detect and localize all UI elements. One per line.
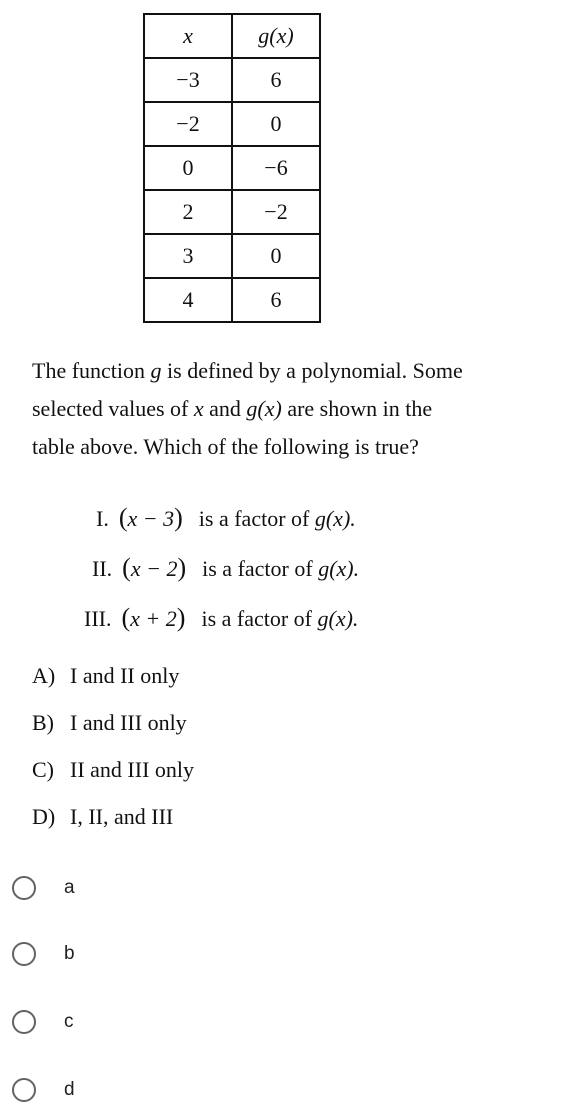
statement-tail: is a factor of g(x). xyxy=(202,556,360,581)
question-line-3: table above. Which of the following is true? xyxy=(32,434,419,459)
statement-number: I. xyxy=(96,506,109,531)
cell-gx: −2 xyxy=(232,190,320,234)
statement-tail: is a factor of g(x). xyxy=(201,606,359,631)
radio-button[interactable] xyxy=(12,942,36,966)
cell-gx: 6 xyxy=(232,278,320,322)
answer-choices xyxy=(32,656,194,844)
statement-item xyxy=(84,598,358,638)
statement-number: III. xyxy=(84,606,112,631)
choice-a: A) I and II only xyxy=(32,663,180,688)
table-row xyxy=(144,234,320,278)
statement-tail: is a factor of g(x). xyxy=(198,506,356,531)
question-line-2: selected values of x and g(x) are shown in the xyxy=(32,396,433,421)
cell-x: −2 xyxy=(144,102,232,146)
table-header-row xyxy=(144,14,320,58)
cell-gx: 0 xyxy=(232,102,320,146)
radio-label[interactable]: d xyxy=(64,1079,75,1100)
table-row xyxy=(144,146,320,190)
radio-option-d[interactable] xyxy=(12,1070,75,1110)
radio-button[interactable] xyxy=(12,1010,36,1034)
cell-gx: 0 xyxy=(232,234,320,278)
question-text xyxy=(32,352,562,466)
choice-b: B) I and III only xyxy=(32,710,187,735)
radio-label[interactable]: c xyxy=(64,1011,74,1032)
choice-c: C) II and III only xyxy=(32,757,195,782)
table-row xyxy=(144,278,320,322)
header-x: x xyxy=(144,14,232,58)
cell-x: 4 xyxy=(144,278,232,322)
var-gx: g(x) xyxy=(246,396,282,421)
cell-gx: 6 xyxy=(232,58,320,102)
var-x: x xyxy=(193,396,204,421)
radio-option-b[interactable] xyxy=(12,934,75,974)
cell-x: 2 xyxy=(144,190,232,234)
radio-button[interactable] xyxy=(12,1078,36,1102)
statement-number: II. xyxy=(92,556,113,581)
value-table xyxy=(143,13,321,323)
cell-x: 3 xyxy=(144,234,232,278)
radio-label[interactable]: a xyxy=(64,877,75,898)
radio-option-a[interactable] xyxy=(12,868,75,908)
cell-gx: −6 xyxy=(232,146,320,190)
var-g: g xyxy=(150,358,162,383)
table-row xyxy=(144,102,320,146)
statement-factor: (x − 2) xyxy=(122,553,187,582)
table-row xyxy=(144,58,320,102)
header-gx: g(x) xyxy=(232,14,320,58)
statement-factor: (x − 3) xyxy=(118,503,183,532)
choice-d: D) I, II, and III xyxy=(32,804,174,829)
radio-label[interactable]: b xyxy=(64,943,75,964)
statement-item xyxy=(92,548,359,588)
cell-x: 0 xyxy=(144,146,232,190)
statement-item xyxy=(96,498,356,538)
radio-option-c[interactable] xyxy=(12,1002,74,1042)
statement-factor: (x + 2) xyxy=(121,603,186,632)
radio-button[interactable] xyxy=(12,876,36,900)
question-line-1: The function g is defined by a polynomial. Some xyxy=(32,358,463,383)
cell-x: −3 xyxy=(144,58,232,102)
table-row xyxy=(144,190,320,234)
